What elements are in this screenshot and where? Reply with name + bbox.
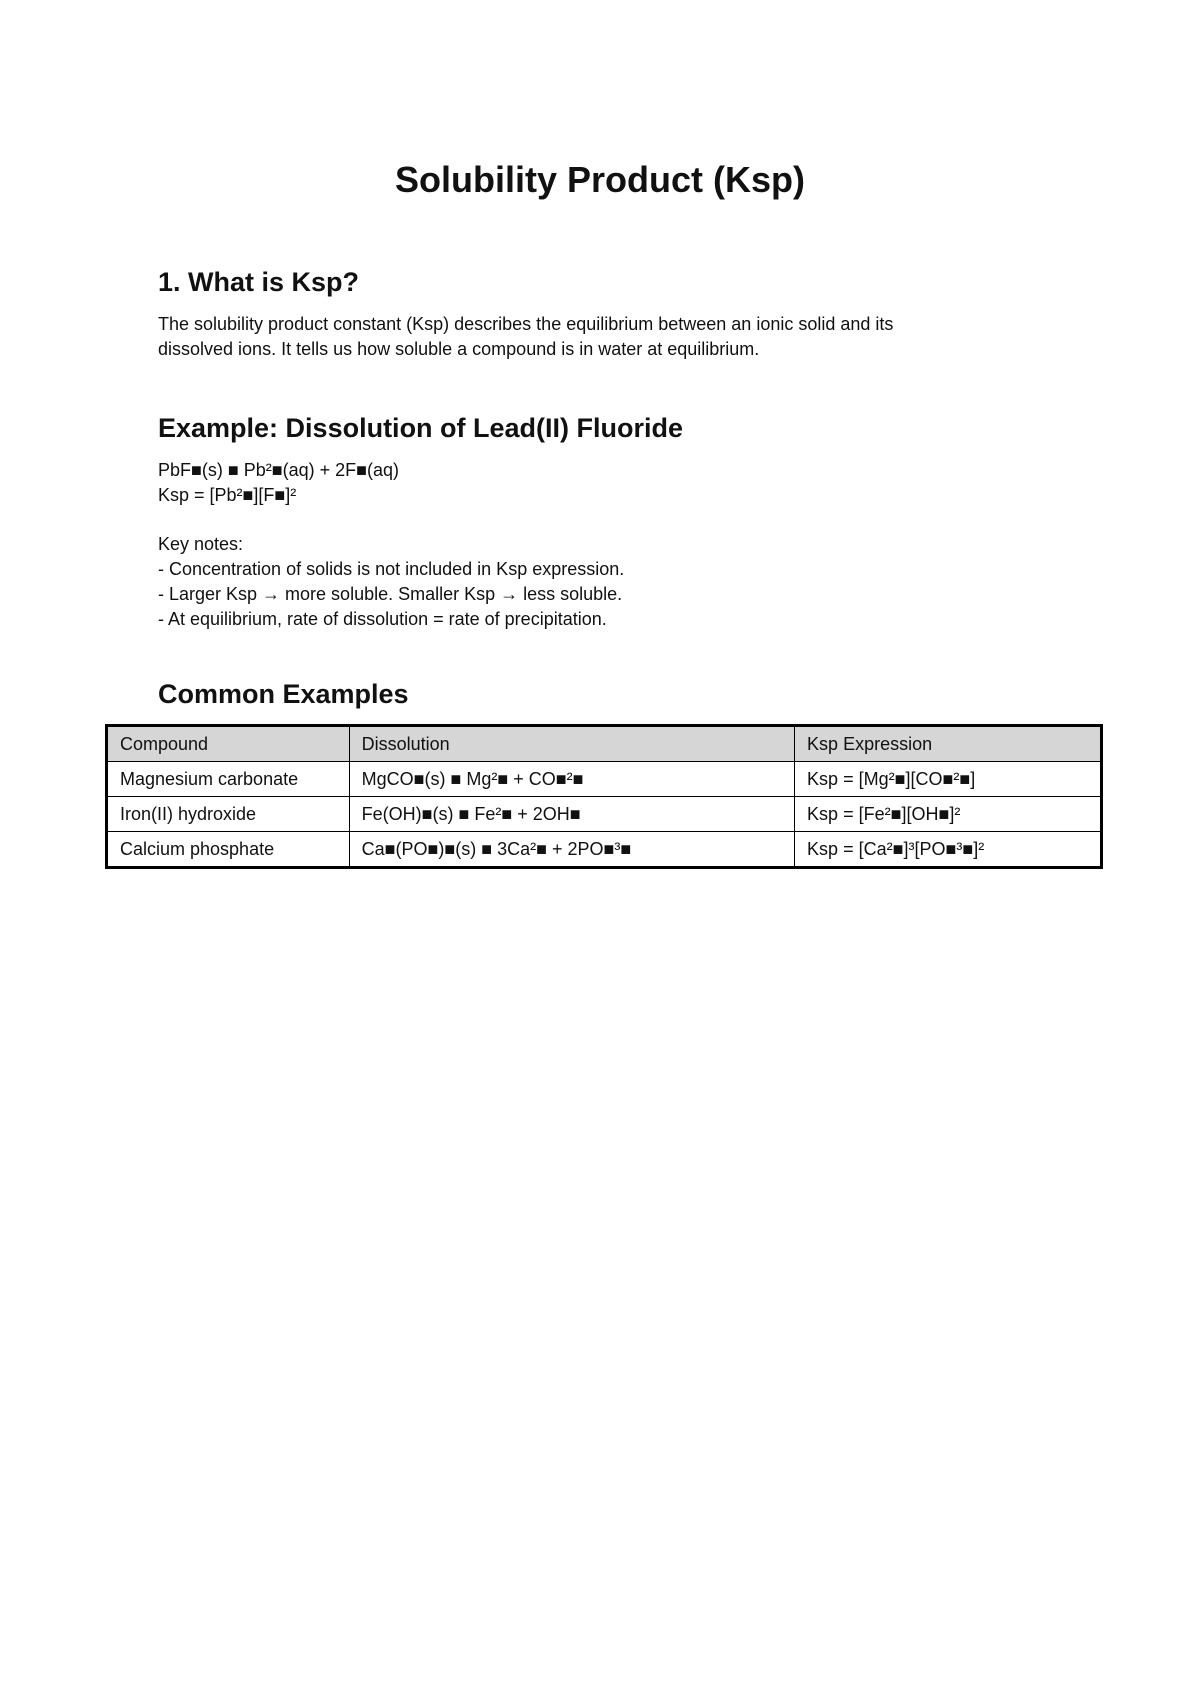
key-notes [158, 532, 1058, 632]
section-heading-what-is-ksp: 1. What is Ksp? [158, 267, 360, 297]
intro-paragraph [158, 312, 1058, 362]
table-cell: Ksp = [Ca²■]³[PO■³■]² [795, 832, 1102, 868]
key-notes-label: Key notes: [158, 534, 244, 554]
table-cell: Magnesium carbonate [107, 762, 350, 797]
ksp-expression: Ksp = [Pb²■][F■]² [158, 485, 297, 505]
dissolution-equation: PbF■(s) ■ Pb²■(aq) + 2F■(aq) [158, 460, 400, 480]
examples-table [105, 724, 1103, 869]
equation-block [158, 458, 1058, 508]
intro-line: The solubility product constant (Ksp) describes the equilibrium between an ionic solid and its [158, 314, 894, 334]
table-cell: Ca■(PO■)■(s) ■ 3Ca²■ + 2PO■³■ [349, 832, 794, 868]
table-cell: Ksp = [Fe²■][OH■]² [795, 797, 1102, 832]
table-header-row [107, 726, 1102, 762]
table-cell: MgCO■(s) ■ Mg²■ + CO■²■ [349, 762, 794, 797]
table-row [107, 762, 1102, 797]
table-cell: Iron(II) hydroxide [107, 797, 350, 832]
column-header: Compound [107, 726, 350, 762]
intro-line: dissolved ions. It tells us how soluble a compound is in water at equilibrium. [158, 339, 760, 359]
section-heading-example: Example: Dissolution of Lead(II) Fluoride [158, 413, 684, 443]
key-note-item: - At equilibrium, rate of dissolution = rate of precipitation. [158, 609, 607, 629]
section-heading-common-examples: Common Examples [158, 679, 409, 709]
column-header: Dissolution [349, 726, 794, 762]
table-row [107, 797, 1102, 832]
table-row [107, 832, 1102, 868]
table-cell: Calcium phosphate [107, 832, 350, 868]
column-header: Ksp Expression [795, 726, 1102, 762]
table-cell: Fe(OH)■(s) ■ Fe²■ + 2OH■ [349, 797, 794, 832]
table-cell: Ksp = [Mg²■][CO■²■] [795, 762, 1102, 797]
key-note-item: - Larger Ksp → more soluble. Smaller Ksp → less soluble. [158, 584, 623, 604]
document-title: Solubility Product (Ksp) [395, 159, 805, 200]
key-note-item: - Concentration of solids is not included in Ksp expression. [158, 559, 625, 579]
